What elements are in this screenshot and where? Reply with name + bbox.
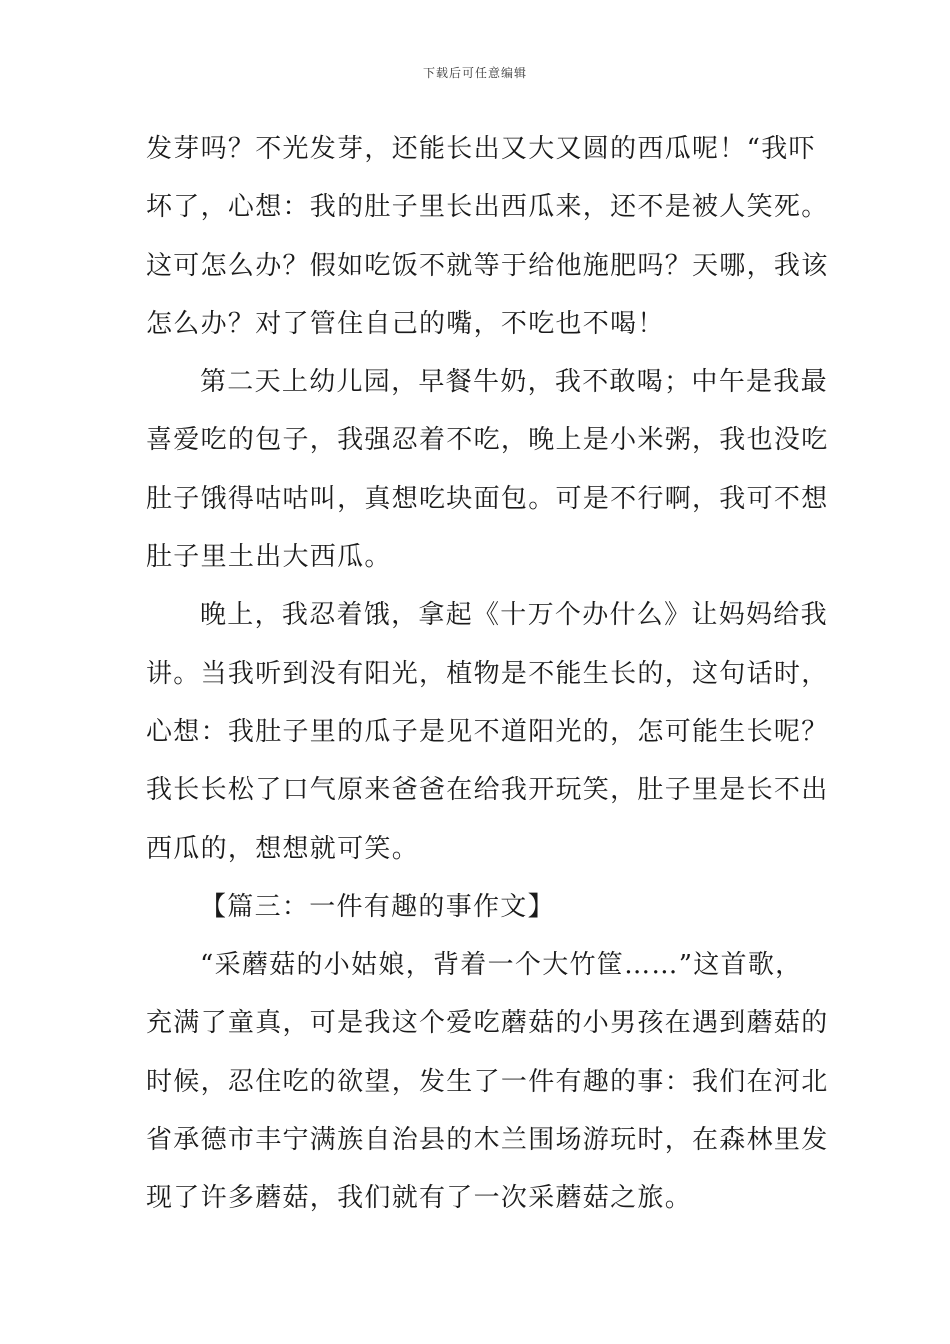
paragraph-start-line: “采蘑菇的小姑娘，背着一个大竹筐……”这首歌， bbox=[200, 950, 803, 981]
text-line: 坏了，心想：我的肚子里长出西瓜来，还不是被人笑死。 bbox=[146, 192, 829, 223]
text-line: 讲。当我听到没有阳光，植物是不能生长的，这句话时， bbox=[146, 658, 829, 689]
text-line: 心想：我肚子里的瓜子是见不道阳光的，怎可能生长呢？ bbox=[146, 716, 829, 747]
text-line: 西瓜的，想想就可笑。 bbox=[146, 833, 420, 864]
paragraph-start-line: 第二天上幼儿园，早餐牛奶，我不敢喝；中午是我最 bbox=[200, 367, 828, 398]
text-line: 充满了童真，可是我这个爱吃蘑菇的小男孩在遇到蘑菇的 bbox=[146, 1008, 829, 1039]
text-line: 时候，忍住吃的欲望，发生了一件有趣的事：我们在河北 bbox=[146, 1066, 829, 1097]
text-line: 这可怎么办？假如吃饭不就等于给他施肥吗？天哪，我该 bbox=[146, 250, 829, 281]
section-heading: 【篇三：一件有趣的事作文】 bbox=[200, 891, 555, 922]
text-line: 发芽吗？不光发芽，还能长出又大又圆的西瓜呢！“我吓 bbox=[146, 134, 816, 164]
text-line: 喜爱吃的包子，我强忍着不吃，晚上是小米粥，我也没吃 bbox=[146, 425, 829, 456]
document-body bbox=[146, 120, 829, 1228]
paragraph-start-line: 晚上，我忍着饿，拿起《十万个办什么》让妈妈给我 bbox=[200, 600, 828, 631]
text-line: 省承德市丰宁满族自治县的木兰围场游玩时，在森林里发 bbox=[146, 1125, 829, 1156]
text-line: 现了许多蘑菇，我们就有了一次采蘑菇之旅。 bbox=[146, 1183, 693, 1214]
text-line: 肚子饿得咕咕叫，真想吃块面包。可是不行啊，我可不想 bbox=[146, 483, 829, 514]
text-line: 肚子里土出大西瓜。 bbox=[146, 542, 392, 573]
page-header: 下载后可任意编辑 bbox=[422, 66, 527, 80]
text-line: 怎么办？对了管住自己的嘴，不吃也不喝！ bbox=[146, 308, 665, 339]
text-line: 我长长松了口气原来爸爸在给我开玩笑，肚子里是长不出 bbox=[146, 775, 829, 806]
